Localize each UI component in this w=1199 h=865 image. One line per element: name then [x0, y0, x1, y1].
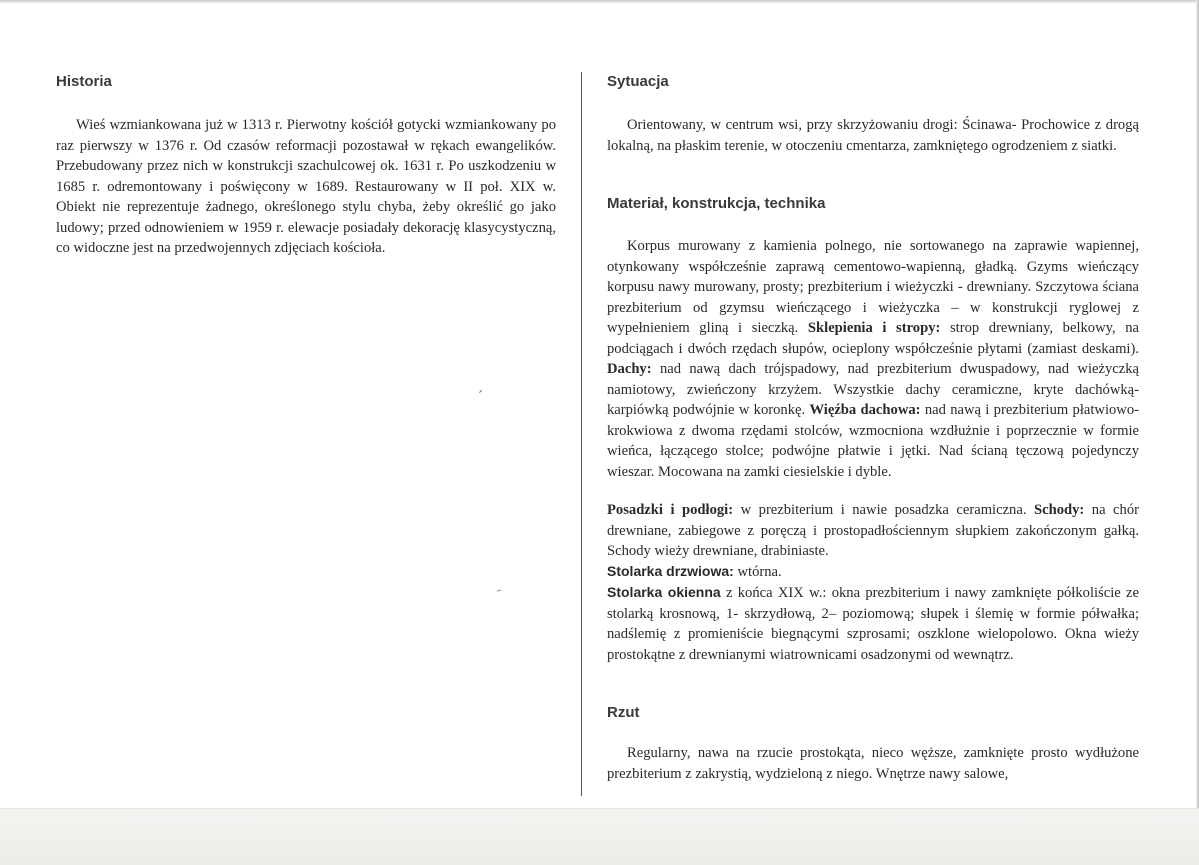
section-text-material [607, 236, 1139, 482]
text-sklepienia: strop drewniany, belkowy, na podciągach i dwóch rzędach słupów, ocieplony współcześnie płytami (zamiast deskami). [607, 320, 1139, 357]
scan-edge-bottom [0, 808, 1199, 865]
text-posadzki: w prezbiterium i nawie posadzka ceramiczna. [740, 502, 1027, 518]
section-heading-sytuacja: Sytuacja [607, 73, 669, 90]
text-stolarka-okienna: z końca XIX w.: okna prezbiterium i nawy zamknięte półkoliście ze stolarką krosnową, 1- skrzydłową, 2– poziomową; słupek i ślemię w formie półwałka; nadślemię z promieniście biegnącymi szprosami; oszklone wielopolowo. Okna wieży prostokątne z drewnianymi wiatrownicami osadzonymi od wewnątrz. [607, 585, 1139, 663]
section-text-stolarka-okienna [607, 582, 1139, 665]
text-dachy: nad nawą dach trójspadowy, nad prezbiterium dwuspadowy, nad wieżyczką namiotowy, zwieńczony krzyżem. Wszystkie dachy ceramiczne, kryte dachówką-karpiówką podwójnie w koronkę. [607, 361, 1139, 418]
text-wiezba: nad nawą i prezbiterium płatwiowo-krokwiowa z dwoma rzędami stolców, wzmocniona wzdłużnie i poprzecznie w formie wieńca, łączącego stolce; podwójne płatwie i jętki. Nad ścianą tęczową pojedynczy wieszar. Mocowana na zamki ciesielskie i dyble. [607, 402, 1139, 480]
label-stolarka-drzwiowa: Stolarka drzwiowa: [607, 563, 734, 579]
section-heading-rzut: Rzut [607, 704, 640, 721]
section-text-rzut: Regularny, nawa na rzucie prostokąta, nieco węższe, zamknięte prosto wydłużone prezbiterium z zakrystią, wydzieloną z niego. Wnętrze nawy salowe, [607, 745, 1139, 782]
label-stolarka-okienna: Stolarka okienna [607, 584, 721, 600]
section-text-sytuacja: Orientowany, w centrum wsi, przy skrzyżowaniu drogi: Ścinawa- Prochowice z drogą lokalną, na płaskim terenie, w otoczeniu cmentarza, zamkniętego ogrodzeniem z siatki. [607, 117, 1139, 154]
label-sklepienia: Sklepienia i stropy: [807, 320, 941, 336]
scan-speck [497, 589, 501, 591]
text-stolarka-drzwiowa: wtórna. [737, 564, 782, 580]
section-text-historia: Wieś wzmiankowana już w 1313 r. Pierwotny kościół gotycki wzmiankowany po raz pierwszy w 1376 r. Od czasów reformacji pozostawał w rękach ewangelików. Przebudowany przez nich w konstrukcji szachulcowej ok. 1631 r. Po uszkodzeniu w 1685 r. odremontowany i poświęcony w 1689. Restaurowany w II poł. XIX w. Obiekt nie reprezentuje żadnego, określonego stylu chyba, żeby określić go jako ludowy; przed odnowieniem w 1959 r. elewacje posiadały dekorację klasycystyczną, co widoczne jest na przedwojennych zdjęciach kościoła. [56, 117, 556, 256]
label-dachy: Dachy: [607, 361, 652, 377]
section-heading-material: Materiał, konstrukcja, technika [607, 195, 826, 212]
label-wiezba: Więźba dachowa: [809, 402, 921, 418]
section-text-stolarka-drzwiowa [607, 561, 1139, 583]
text-schody: na chór drewniane, zabiegowe z poręczą i prostopadłościennym słupkiem zakończonym gałką. Schody wieży drewniane, drabiniaste. [607, 502, 1139, 559]
label-posadzki: Posadzki i podłogi: [607, 502, 734, 518]
column-divider [581, 72, 582, 796]
scan-edge-top [0, 0, 1199, 3]
label-schody: Schody: [1033, 502, 1085, 518]
section-heading-historia: Historia [56, 73, 112, 90]
section-text-posadzki [607, 500, 1139, 562]
material-intro: Korpus murowany z kamienia polnego, nie sortowanego na zaprawie wapiennej, otynkowany współcześnie zaprawą cementowo-wapienną, gładką. Gzyms wieńczący korpusu nawy murowany, prosty; prezbiterium i wieżyczki - drewniany. Szczytowa ściana prezbiterium od gzymsu wieńczącego i wieżyczka – w konstrukcji ryglowej z wypełnieniem gliną i sieczką. [607, 238, 1139, 336]
scan-speck [479, 390, 482, 393]
